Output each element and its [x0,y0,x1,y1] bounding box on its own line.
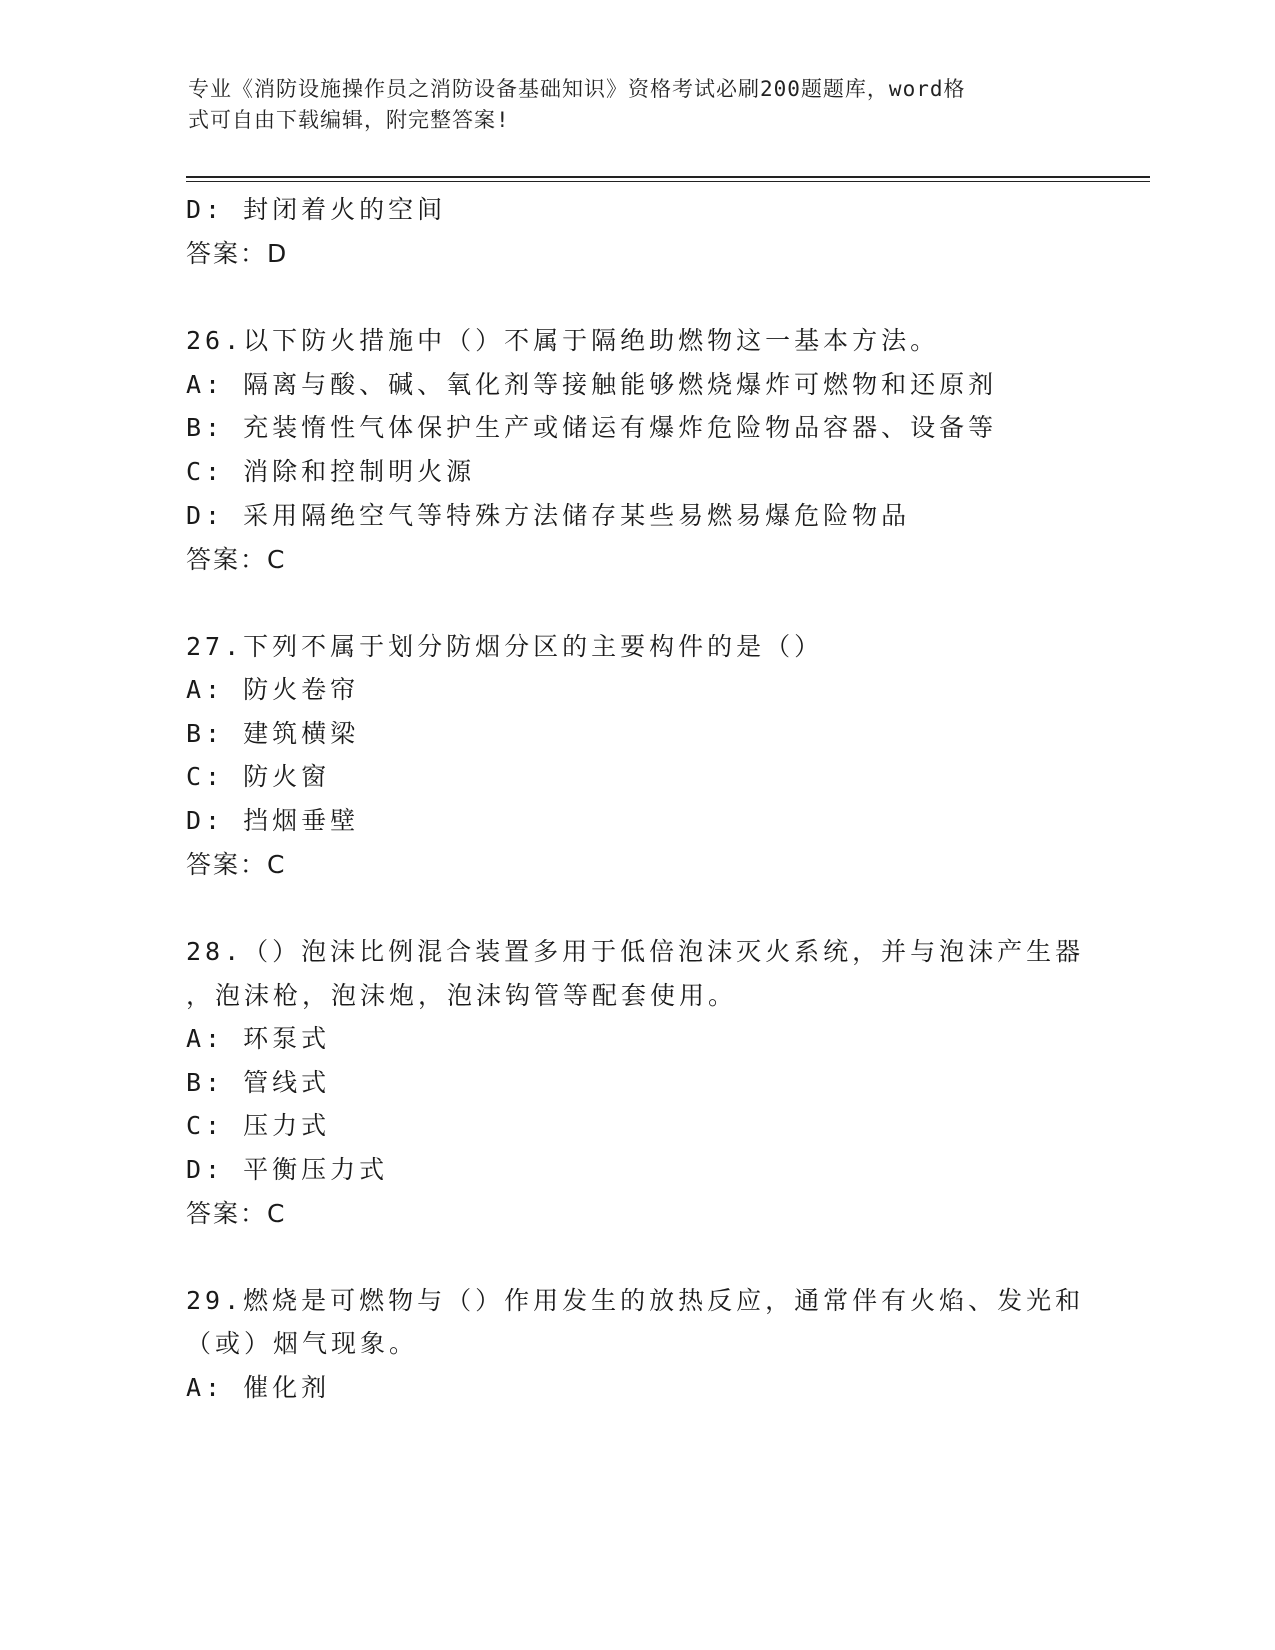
header-divider-thin [186,181,1150,182]
q27-option-a: A: 防火卷帘 [186,675,360,704]
q26-option-a: A: 隔离与酸、碱、氧化剂等接触能够燃烧爆炸可燃物和还原剂 [186,370,998,399]
q26-option-c: C: 消除和控制明火源 [186,457,476,486]
q26-option-d: D: 采用隔绝空气等特殊方法储存某些易燃易爆危险物品 [186,501,911,530]
q27-option-d: D: 挡烟垂壁 [186,806,360,835]
q28-option-b: B: 管线式 [186,1068,331,1097]
q25-option-d: D: 封闭着火的空间 [186,195,447,224]
q27-question: 27.下列不属于划分防烟分区的主要构件的是（） [186,632,824,661]
q29-question-line-1: 29.燃烧是可燃物与（）作用发生的放热反应，通常伴有火焰、发光和 [186,1286,1085,1315]
q27-answer: 答案：C [186,850,287,879]
q28-option-d: D: 平衡压力式 [186,1155,389,1184]
q28-question-line-2: ，泡沫枪，泡沫炮，泡沫钩管等配套使用。 [186,981,738,1010]
q26-option-b: B: 充装惰性气体保护生产或储运有爆炸危险物品容器、设备等 [186,413,998,442]
q26-answer: 答案：C [186,545,287,574]
q29-question-line-2: （或）烟气现象。 [186,1329,419,1358]
document-header [188,74,1078,136]
q28-option-a: A: 环泵式 [186,1024,331,1053]
q25-answer: 答案：D [186,239,289,268]
q28-answer: 答案：C [186,1199,287,1228]
q26-question: 26.以下防火措施中（）不属于隔绝助燃物这一基本方法。 [186,326,940,355]
q28-option-c: C: 压力式 [186,1111,331,1140]
header-line-2: 式可自由下载编辑，附完整答案! [188,108,510,132]
header-divider-thick [186,176,1150,178]
q27-option-c: C: 防火窗 [186,762,331,791]
q27-option-b: B: 建筑横梁 [186,719,360,748]
q28-question-line-1: 28.（）泡沫比例混合装置多用于低倍泡沫灭火系统，并与泡沫产生器 [186,937,1085,966]
header-line-1: 专业《消防设施操作员之消防设备基础知识》资格考试必刷200题题库，word格 [188,77,966,101]
q29-option-a: A: 催化剂 [186,1373,331,1402]
